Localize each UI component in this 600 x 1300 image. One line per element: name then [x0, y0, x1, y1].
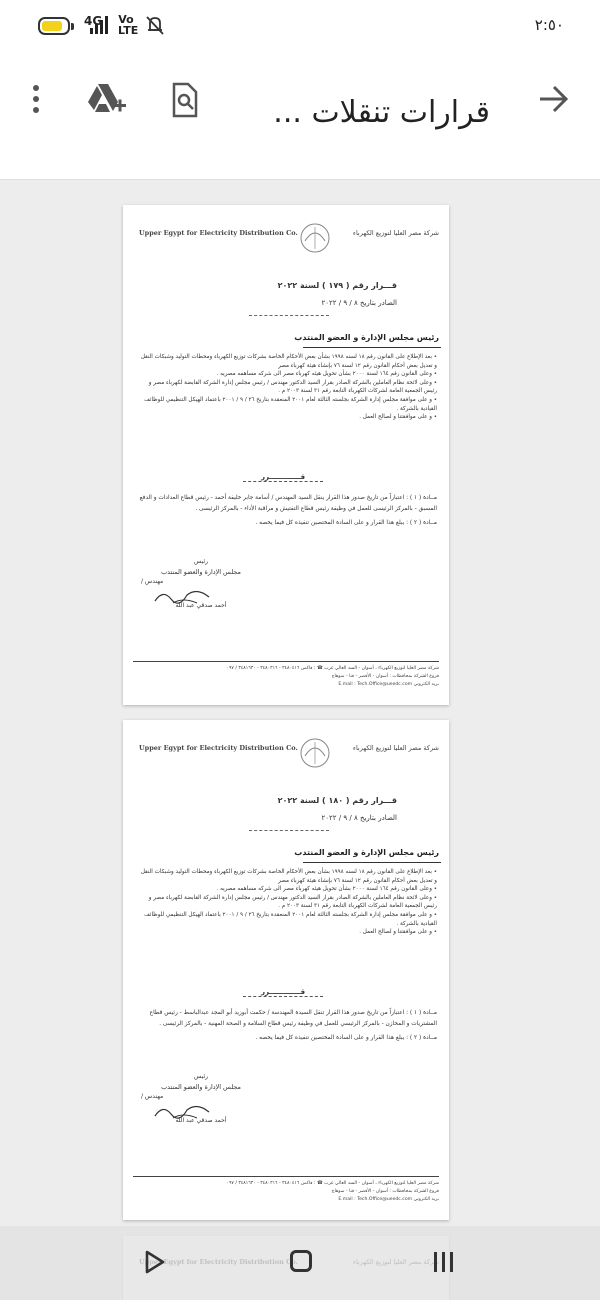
signatory-prefix: مهندس / — [141, 1093, 164, 1100]
article-1: مــادة ( ١ ) : اعتباراً من تاريخ صدور هذا القرار تنقل السيدة المهندسة / حكمت أبوزيد أبو المجد عبدالباسط - رئيس قطاع المشتريات و المخازن - بالمركز الرئيسي للعمل في وظيفة رئيس قطاع السلامة و الصحة المهنية - بالمركز الرئيسى . — [149, 1010, 437, 1027]
footer-line: بريد الكتروني E.mail : Tech.Office@ueedc.com — [338, 1197, 439, 1202]
board-title: رئيس مجلس الإدارة و العضو المنتدب — [294, 333, 439, 342]
company-name-ar: شركة مصر العليا لتوزيع الكهرباء — [352, 744, 439, 752]
decision-date: الصادر بتاريخ ٨ / ٩ / ٢٠٢٢ — [321, 299, 397, 307]
footer-line: فروع الشركة بمحافظات : أسوان - الأقصر - قنا - سوهاج — [331, 1189, 439, 1194]
handwritten-signature — [153, 585, 213, 607]
clause: • وعلى القانون رقم ١٦٤ لسنة ٢٠٠٠ بشأن تحويل هيئه كهرباء مصر الى شركه مساهمه مصريه . — [137, 370, 437, 379]
signatory-board: مجلس الإدارة والعضو المنتدب — [161, 1083, 241, 1091]
add-to-drive-icon[interactable] — [86, 82, 126, 116]
signatory-board: مجلس الإدارة والعضو المنتدب — [161, 568, 241, 576]
articles — [131, 493, 437, 532]
company-logo-icon — [295, 221, 335, 255]
decision-number: قـــرار رقم ( ١٨٠ ) لسنة ٢٠٢٢ — [277, 796, 397, 805]
clause: • و على موافقة مجلس إدارة الشركة بجلسته الثالثة لعام ٢٠٠١ المنعقدة بتاريخ ٢٦ / ٩ / ٢٠٠١ باعتماد الهيكل التنظيمي للوظائف القيادية بالشركة . — [137, 911, 437, 928]
clause: • وعلى القانون رقم ١٦٤ لسنة ٢٠٠٠ بشأن تحويل هيئه كهرباء مصر الى شركه مساهمه مصريه . — [137, 885, 437, 894]
signatory-prefix: مهندس / — [141, 578, 164, 585]
back-arrow-icon[interactable] — [536, 82, 570, 116]
company-name-ar: شركة مصر العليا لتوزيع الكهرباء — [352, 229, 439, 237]
divider — [303, 347, 441, 348]
footer-line: فروع الشركة بمحافظات : أسوان - الأقصر - قنا - سوهاج — [331, 674, 439, 679]
decision-number: قـــرار رقم ( ١٧٩ ) لسنة ٢٠٢٢ — [277, 281, 397, 290]
signatory-title: رئيس — [193, 1073, 209, 1080]
clock: ٢:٥٠ — [534, 16, 564, 34]
company-name-en: Upper Egypt for Electricity Distribution Co. — [139, 744, 298, 752]
muted-bell-icon — [142, 14, 168, 36]
article-2: مــادة ( ٢ ) : يبلغ هذا القرار و على السادة المختصين تنفيذه كل فيما يخصه . — [255, 520, 437, 526]
clauses-list — [137, 353, 437, 422]
document-title: قرارات تنقلات ... — [273, 95, 490, 130]
decided-heading: قـــــــــــــرر — [243, 473, 323, 482]
clause: • و على موافقة مجلس إدارة الشركة بجلسته الثالثة لعام ٢٠٠١ المنعقدة بتاريخ ٢٦ / ٩ / ٢٠٠١ باعتماد الهيكل التنظيمي للوظائف القيادية بالشركة . — [137, 396, 437, 413]
clause: • وعلى لائحة نظام العاملين بالشركة الصادر بقرار السيد الدكتور مهندس / رئيس مجلس إدارة الشركة القابضة لكهرباء مصر و رئيس الجمعية العامة لشركات الكهرباء التابعة رقم ٣١ لسنة ٢٠٠٣ م . — [137, 894, 437, 911]
more-options-button[interactable] — [26, 82, 46, 116]
nav-recents-icon[interactable] — [432, 1250, 456, 1274]
clause: • وعلى لائحة نظام العاملين بالشركة الصادر بقرار السيد الدكتور مهندس / رئيس مجلس إدارة الشركة القابضة لكهرباء مصر و رئيس الجمعية العامة لشركات الكهرباء التابعة رقم ٣١ لسنة ٢٠٠٣ م . — [137, 379, 437, 396]
nav-home-icon[interactable] — [290, 1250, 312, 1272]
document-page[interactable] — [123, 720, 449, 1220]
article-1: مــادة ( ١ ) : اعتباراً من تاريخ صدور هذا القرار ينقل السيد المهندس / أسامة جابر خليفة أحمد - رئيس قطاع العدادات و الدفع المسبق - بالمركز الرئيسى للعمل في وظيفة رئيس قطاع التفتيش و مراقبة الأداء - بالمركز الرئيسى . — [139, 495, 437, 512]
divider — [249, 830, 329, 831]
clause: • و على موافقتنا و لصالح العمل . — [137, 413, 437, 422]
battery-icon — [38, 17, 70, 35]
footer-line: شركة مصر العليا لتوزيع الكهرباء ، أسوان - السد العالي غرب ☎ : فاكس ٣٤٨٠٤١٦ - ٣٤٨٠٣١٦ - ٣٤٨١٦٣٠ / ٠٩٧ — [226, 1181, 439, 1186]
clauses-list — [137, 868, 437, 937]
company-logo-icon — [295, 736, 335, 770]
page-footer — [133, 1176, 439, 1204]
document-page[interactable] — [123, 205, 449, 705]
company-name-en: Upper Egypt for Electricity Distribution Co. — [139, 229, 298, 237]
signatory-name: أحمد صدقي عبد الله — [175, 602, 227, 609]
system-navigation-bar — [0, 1226, 600, 1300]
article-2: مــادة ( ٢ ) : يبلغ هذا القرار و على السادة المختصين تنفيذه كل فيما يخصه . — [255, 1035, 437, 1041]
handwritten-signature — [153, 1100, 213, 1122]
status-bar — [0, 0, 600, 52]
signatory-name: أحمد صدقي عبد الله — [175, 1117, 227, 1124]
decided-heading: قـــــــــــــرر — [243, 988, 323, 997]
footer-line: شركة مصر العليا لتوزيع الكهرباء ، أسوان - السد العالي غرب ☎ : فاكس ٣٤٨٠٤١٦ - ٣٤٨٠٣١٦ - ٣٤٨١٦٣٠ / ٠٩٧ — [226, 666, 439, 671]
volte-indicator: Vo LTE — [118, 13, 139, 37]
network-type: 4G — [84, 14, 103, 28]
signatory-title: رئيس — [193, 558, 209, 565]
footer-line: بريد الكتروني E.mail : Tech.Office@ueedc.com — [338, 682, 439, 687]
clause: • بعد الإطلاع على القانون رقم ١٨ لسنه ١٩٩٨ بشأن بعض الأحكام الخاصة بشركات توزيع الكهرباء ومحطات التوليد وشبكات النقل و تعديل بعض أحكام القانون رقم ١٢ لسنة ٧٦ بإنشاء هيئة كهرباء مصر — [137, 353, 437, 370]
app-bar — [0, 52, 600, 180]
page-footer — [133, 661, 439, 689]
board-title: رئيس مجلس الإدارة و العضو المنتدب — [294, 848, 439, 857]
articles — [131, 1008, 437, 1047]
divider — [249, 315, 329, 316]
nav-back-icon[interactable] — [144, 1250, 166, 1274]
divider — [303, 862, 441, 863]
search-in-document-icon[interactable] — [168, 82, 202, 118]
decision-date: الصادر بتاريخ ٨ / ٩ / ٢٠٢٢ — [321, 814, 397, 822]
clause: • بعد الإطلاع على القانون رقم ١٨ لسنه ١٩٩٨ بشأن بعض الأحكام الخاصة بشركات توزيع الكهرباء ومحطات التوليد وشبكات النقل و تعديل بعض أحكام القانون رقم ١٢ لسنة ٧٦ بإنشاء هيئة كهرباء مصر — [137, 868, 437, 885]
clause: • و على موافقتنا و لصالح العمل . — [137, 928, 437, 937]
